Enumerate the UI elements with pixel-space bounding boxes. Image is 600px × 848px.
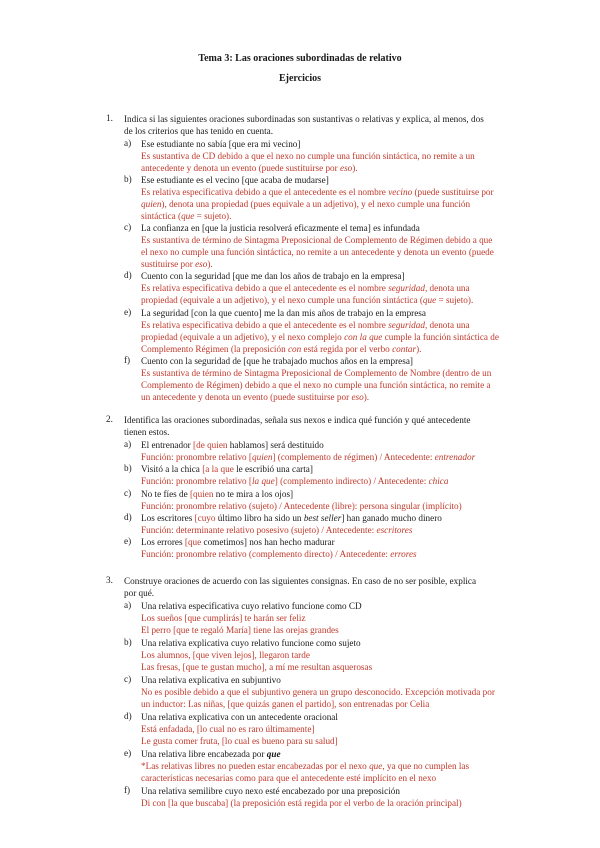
item-letter: c) [124,222,132,232]
item-answer: Complemento Régimen (la preposición con está regida por el verbo contar). [141,344,422,354]
item-answer: Función: pronombre relativo (complemento directo) / Antecedente: errores [141,549,417,559]
item-answer: Está enfadada, [lo cual no es raro últimamente] [141,724,315,734]
item-sentence: Visitó a la chica [a la que le escribió una carta] [141,464,313,474]
item-letter: a) [124,138,132,148]
page-title: Tema 3: Las oraciones subordinadas de relativo [198,53,402,64]
item-sentence: No te fíes de [quien no te mira a los ojos] [141,489,294,499]
item-letter: e) [124,748,132,758]
item-letter: b) [124,174,132,184]
item-answer: Función: pronombre relativo [quien] (complemento de régimen) / Antecedente: entrenador [141,452,476,462]
item-answer: *Las relativas libres no pueden estar encabezadas por el nexo que, ya que no cumplen las [141,761,470,771]
item-sentence: Cuento con la seguridad de [que he trabajado muchos años en la empresa] [141,356,413,366]
item-letter: b) [124,637,132,647]
exercise-2-number: 2. [106,414,113,424]
item-letter: d) [124,711,132,721]
exercise-3-question: Construye oraciones de acuerdo con las siguientes consignas. En caso de no ser posible, explica [124,576,477,586]
item-answer: propiedad (equivale a un adjetivo), y el nexo complejo con la que cumple la función sintáctica de [141,332,499,342]
item-sentence: Los escritores [cuyo último libro ha sido un best seller] han ganado mucho dinero [141,513,442,523]
item-sentence: Una relativa libre encabezada por que [141,749,281,759]
item-answer: Función: pronombre relativo [la que] (complemento indirecto) / Antecedente: chica [141,476,449,486]
item-letter: c) [124,488,132,498]
item-answer: propiedad (equivale a un adjetivo), y el nexo cumple una función sintáctica (que = sujeto). [141,295,474,305]
item-sentence: La seguridad [con la que cuento] me la dan mis años de trabajo en la empresa [141,308,426,318]
page-subtitle: Ejercicios [278,73,322,84]
exercise-3-number: 3. [106,575,113,585]
item-letter: f) [124,355,131,365]
item-answer: Es relativa especificativa debido a que el antecedente es el nombre seguridad, denota una [141,283,470,293]
exercise-1-question: Indica si las siguientes oraciones subordinadas son sustantivas o relativas y explica, al menos, dos [124,114,484,124]
item-answer: quien), denota una propiedad (pues equivale a un adjetivo), y el nexo cumple una función [141,199,471,209]
item-sentence: Una relativa semilibre cuyo nexo esté encabezado por una preposición [141,786,400,796]
item-answer: Es relativa especificativa debido a que el antecedente es el nombre seguridad, denota una [141,320,470,330]
item-answer: Es sustantiva de CD debido a que el nexo no cumple una función sintáctica, no remite a un [141,151,475,161]
item-sentence: La confianza en [que la justicia resolverá eficazmente el tema] es infundada [141,223,420,233]
exercise-2-question: Identifica las oraciones subordinadas, señala sus nexos e indica qué función y qué antecedente [124,415,471,425]
item-answer: Di con [la que buscaba] (la preposición está regida por el verbo de la oración principal) [141,798,462,808]
item-answer: Es sustantiva de término de Sintagma Preposicional de Complemento de Nombre (dentro de un [141,368,492,378]
item-letter: e) [124,307,132,317]
item-sentence: Una relativa explicativa con un antecedente oracional [141,712,338,722]
item-answer: Es relativa especificativa debido a que el antecedente es el nombre vecino (puede sustituirse por [141,187,494,197]
item-sentence: Ese estudiante no sabía [que era mi vecino] [141,139,301,149]
item-answer: Los alumnos, [que viven lejos], llegaron tarde [141,650,310,660]
item-answer: Es sustantiva de término de Sintagma Preposicional de Complemento de Régimen debido a que [141,235,493,245]
item-answer: Los sueños [que cumplirás] te harán ser feliz [141,613,306,623]
item-answer: antecedente y denota un evento (puede sustituirse por eso). [141,163,358,173]
item-answer: El perro [que te regaló María] tiene las orejas grandes [141,625,339,635]
item-letter: d) [124,512,132,522]
item-answer: un inductor: Las niñas, [que quizás ganen el partido], son entrenadas por Celia [141,699,430,709]
item-sentence: Cuento con la seguridad [que me dan los años de trabajo en la empresa] [141,271,405,281]
item-answer: el nexo no cumple una función sintáctica, no remite a un antecedente y denota un evento (puede [141,247,494,257]
item-letter: c) [124,674,132,684]
item-answer: Función: determinante relativo posesivo (sujeto) / Antecedente: escritores [141,525,413,535]
item-answer: Complemento de Régimen) debido a que el nexo no cumple una función sintáctica, no remite a [141,380,491,390]
item-answer: sustituirse por eso). [141,259,213,269]
item-sentence: El entrenador [de quien hablamos] será destituido [141,440,324,450]
item-sentence: Ese estudiante es el vecino [que acaba de mudarse] [141,175,329,185]
item-answer: Las fresas, [que te gustan mucho], a mí me resultan asquerosas [141,662,373,672]
item-answer: sintáctica (que = sujeto). [141,211,232,221]
item-sentence: Los errores [que cometimos] nos han hecho madurar [141,537,335,547]
exercise-1-question-cont: de los criterios que has tenido en cuenta. [124,126,273,136]
exercise-2-question-cont: tienen estos. [124,427,170,437]
item-answer: un antecedente y denota un evento (puede sustituirse por eso). [141,392,370,402]
item-answer: Función: pronombre relativo (sujeto) / Antecedente (libre): persona singular (implícito) [141,501,462,511]
item-sentence: Una relativa especificativa cuyo relativo funcione como CD [141,601,362,611]
item-letter: b) [124,463,132,473]
item-answer: No es posible debido a que el subjuntivo genera un grupo desconocido. Excepción motivada por [141,687,495,697]
item-answer: características necesarias como para que el antecedente esté implícito en el nexo [141,773,437,783]
item-letter: e) [124,536,132,546]
item-sentence: Una relativa explicativa en subjuntivo [141,675,281,685]
item-letter: a) [124,600,132,610]
item-letter: d) [124,270,132,280]
exercise-1-number: 1. [106,113,113,123]
item-sentence: Una relativa explicativa cuyo relativo funcione como sujeto [141,638,361,648]
item-letter: a) [124,439,132,449]
exercise-3-question-cont: por qué. [124,588,155,598]
item-answer: Le gusta comer fruta, [lo cual es bueno para su salud] [141,736,338,746]
item-letter: f) [124,785,131,795]
